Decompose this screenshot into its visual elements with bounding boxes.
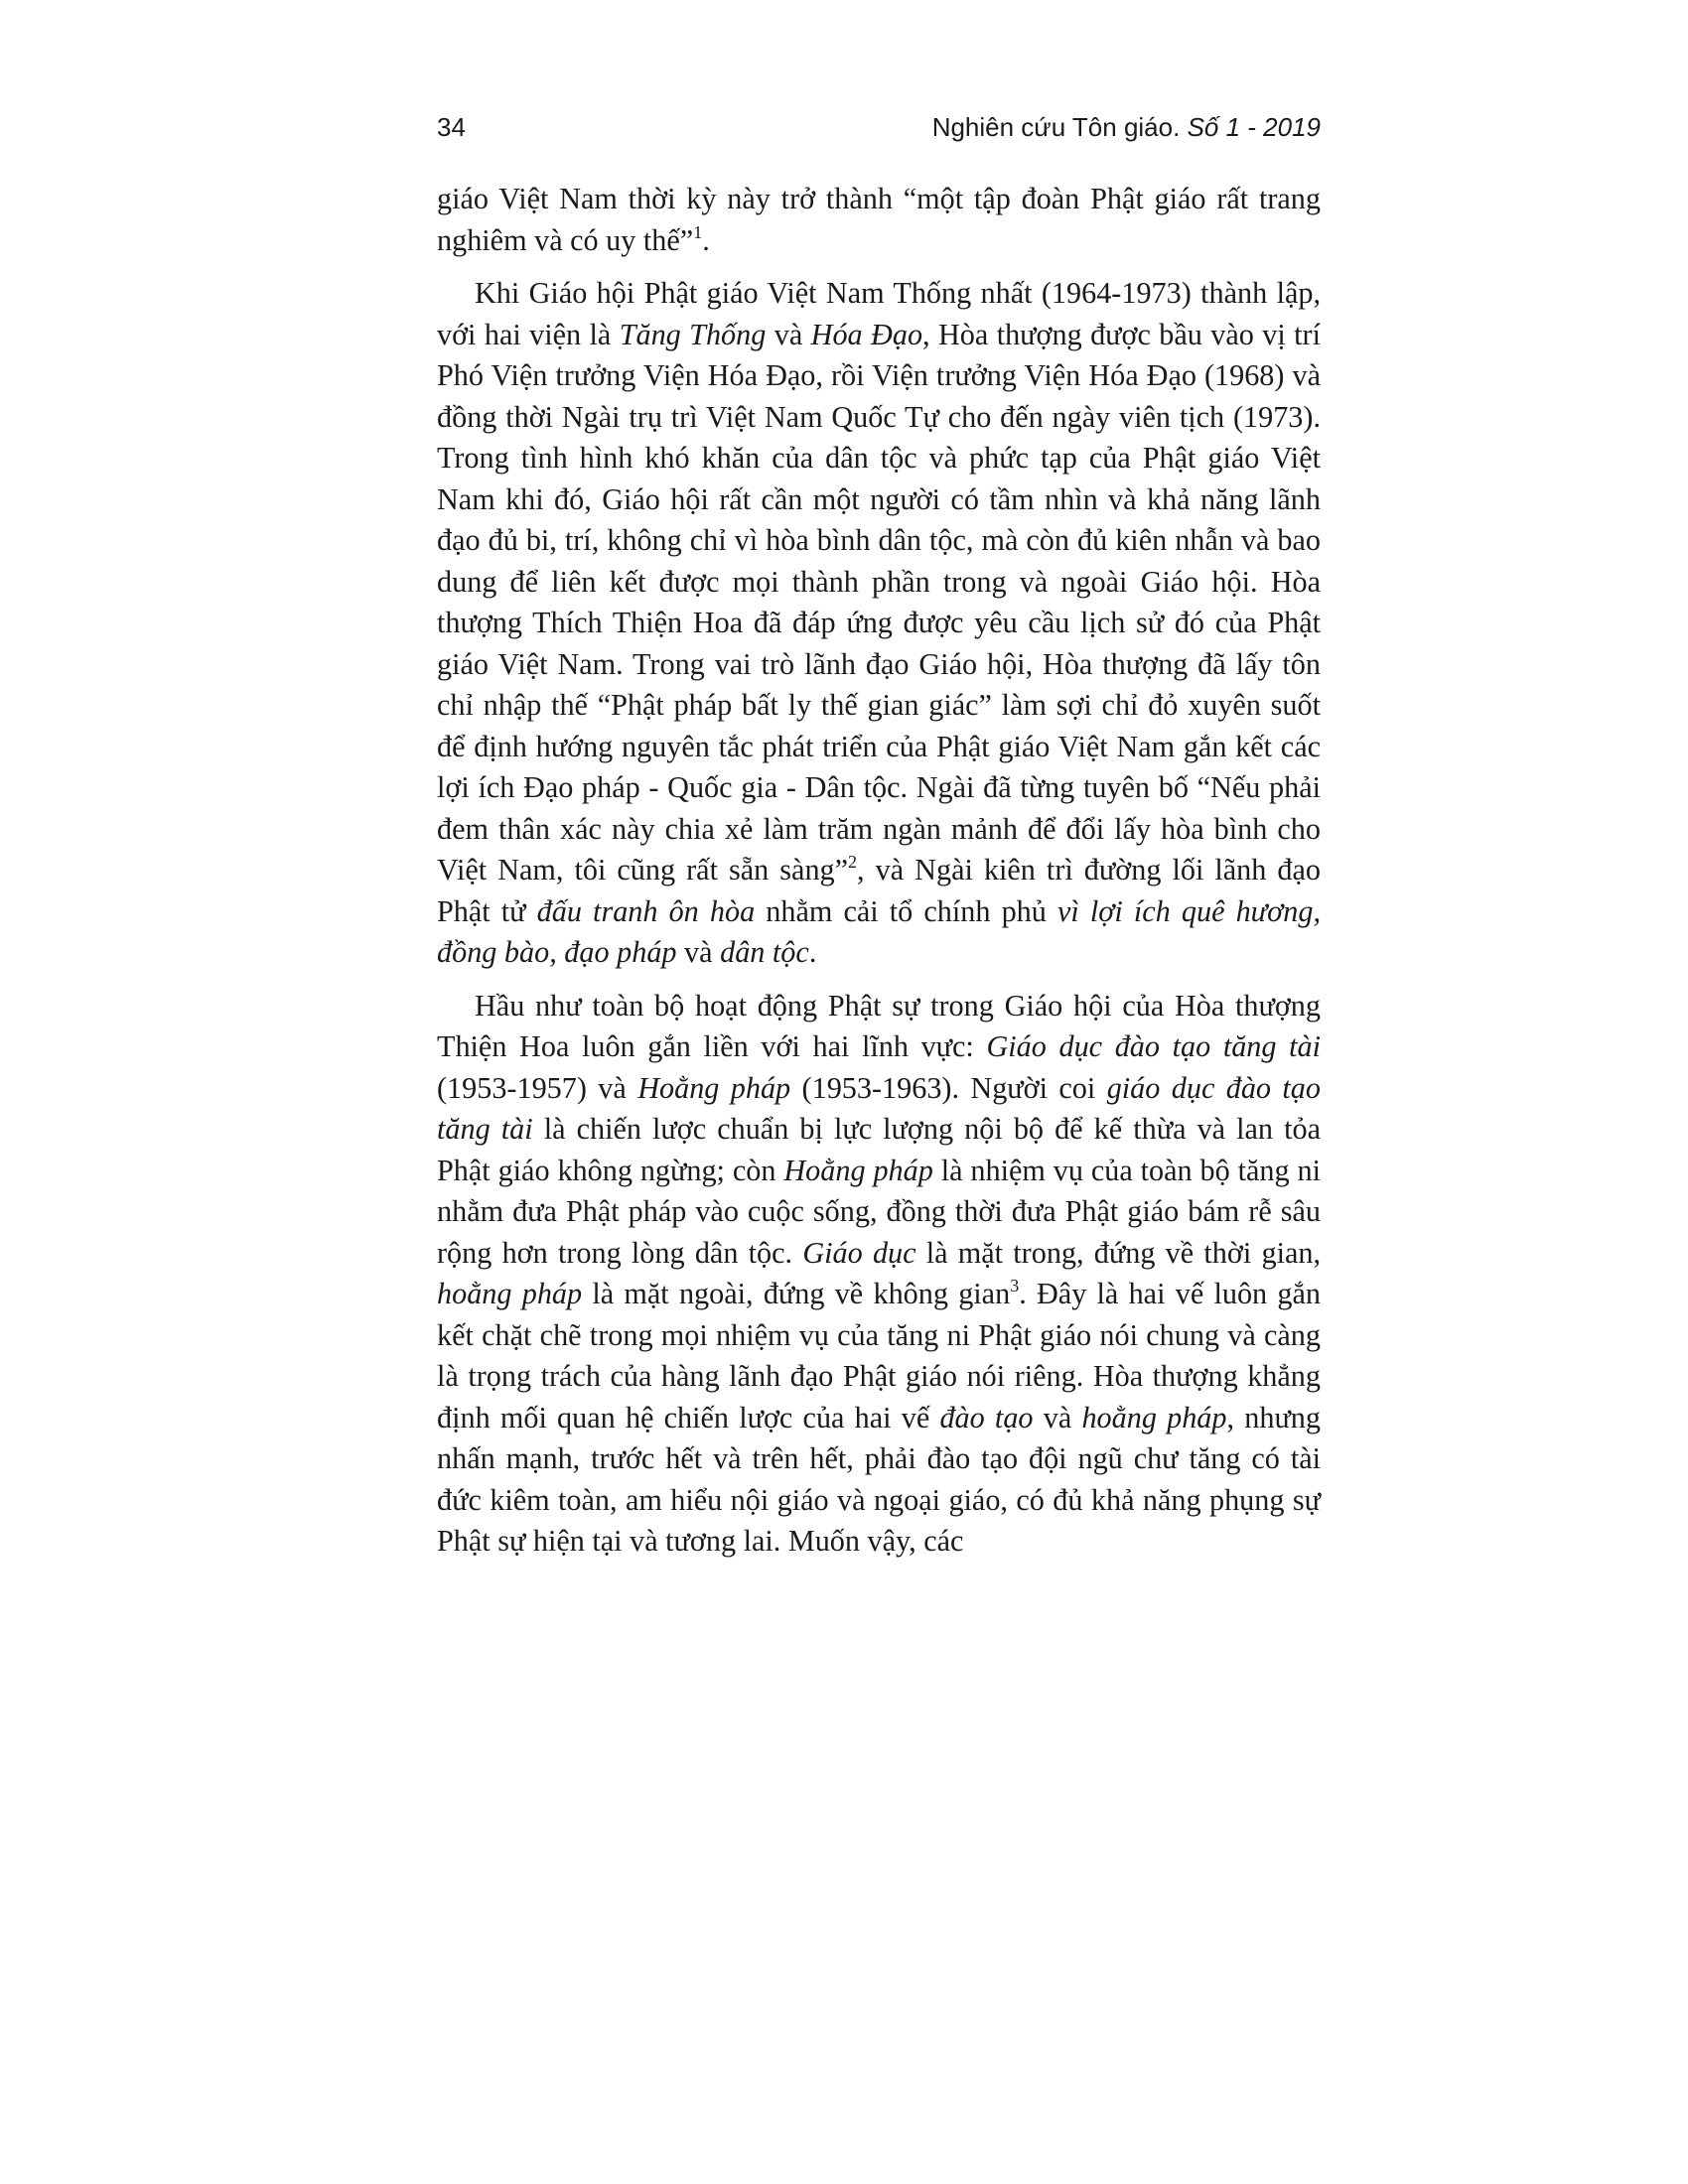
article-body [437,179,1321,1563]
italic-term: hoằng pháp [1081,1400,1227,1434]
text-run: là chiến lược chuẩn bị lực lượng nội bộ để kế thừa và lan tỏa Phật giáo không ngừng; còn [437,1112,1321,1187]
page-number: 34 [437,112,466,142]
italic-term: đào tạo [939,1400,1034,1434]
journal-name: Nghiên cứu Tôn giáo. [931,112,1181,142]
text-run: nhằm cải tổ chính phủ [755,893,1057,928]
paragraph-3 [437,986,1321,1563]
text-run: là nhiệm vụ của toàn bộ tăng ni nhằm đưa Phật pháp vào cuộc sống, đồng thời đưa Phật giáo bám rễ sâu rộng hơn trong lòng dân tộc. [437,1153,1322,1270]
text-run: (1953-1957) và [437,1070,638,1105]
text-run: (1953-1963). Người coi [790,1070,1107,1105]
text-run: . Đây là hai vế luôn gắn kết chặt chẽ trong mọi nhiệm vụ của tăng ni Phật giáo nói chung và càng là trọng trách của hàng lãnh đạo Phật giáo nói riêng. Hòa thượng khẳng định mối quan hệ chiến lược của hai vế [437,1277,1321,1434]
issue-label: Số 1 - 2019 [1187,112,1321,142]
paragraph-2 [437,273,1321,974]
italic-term: hoằng pháp [437,1277,583,1310]
page-header [437,107,1321,147]
running-head [932,107,1321,147]
italic-term: Tăng Thống [619,317,767,351]
text-run: Khi Giáo hội Phật giáo Việt Nam Thống nhất (1964-1973) thành lập, với hai viện là [437,276,1321,351]
text-run: và [1033,1400,1082,1434]
text-run: giáo Việt Nam thời kỳ này trở thành “một tập đoàn Phật giáo rất trang nghiêm và có uy thế” [437,182,1321,257]
italic-term: Hoằng pháp [783,1153,933,1187]
italic-term: Hóa Đạo [810,317,923,351]
text-run: là mặt trong, đứng về thời gian, [915,1235,1322,1270]
text-run: và [766,317,811,351]
italic-term: Giáo dục đào tạo tăng tài [986,1029,1321,1063]
paragraph-1 [437,179,1321,261]
footnote-ref-1: 1 [693,221,703,242]
footnote-ref-3: 3 [1010,1276,1020,1296]
text-run: là mặt ngoài, đứng về không gian [582,1277,1011,1310]
text-run: . [702,222,710,257]
footnote-ref-2: 2 [848,852,858,872]
italic-term: dân tộc [720,935,809,969]
italic-term: Hoằng pháp [637,1070,791,1105]
text-run: Hầu như toàn bộ hoạt động Phật sự trong Giáo hội của Hòa thượng Thiện Hoa luôn gắn liền với hai lĩnh vực: [437,988,1321,1063]
italic-term: giáo dục đào tạo tăng tài [437,1070,1321,1146]
italic-term: vì lợi ích quê hương, đồng bào, đạo pháp [437,893,1321,969]
italic-term: Giáo dục [802,1235,916,1270]
italic-term: đấu tranh ôn hòa [536,893,756,928]
text-run: , và Ngài kiên trì đường lối lãnh đạo Phật tử [437,853,1321,928]
text-run: và [676,935,721,969]
text-run: , Hòa thượng được bầu vào vị trí Phó Viện trưởng Viện Hóa Đạo, rồi Viện trưởng Viện Hóa Đạo (1968) và đồng thời Ngài trụ trì Việt Nam Quốc Tự cho đến ngày viên tịch (1973). Trong tình hình khó khăn của dân tộc và phức tạp của Phật giáo Việt Nam khi đó, Giáo hội rất cần một người có tầm nhìn và khả năng lãnh đạo đủ bi, trí, không chỉ vì hòa bình dân tộc, mà còn đủ kiên nhẫn và bao dung để liên kết được mọi thành phần trong và ngoài Giáo hội. Hòa thượng Thích Thiện Hoa đã đáp ứng được yêu cầu lịch sử đó của Phật giáo Việt Nam. Trong vai trò lãnh đạo Giáo hội, Hòa thượng đã lấy tôn chỉ nhập thế “Phật pháp bất ly thế gian giác” làm sợi chỉ đỏ xuyên suốt để định hướng nguyên tắc phát triển của Phật giáo Việt Nam gắn kết các lợi ích Đạo pháp - Quốc gia - Dân tộc. Ngài đã từng tuyên bố “Nếu phải đem thân xác này chia xẻ làm trăm ngàn mảnh để đổi lấy hòa bình cho Việt Nam, tôi cũng rất sẵn sàng” [437,317,1321,887]
text-run: . [808,935,817,969]
text-run: , nhưng nhấn mạnh, trước hết và trên hết, phải đào tạo đội ngũ chư tăng có tài đức kiêm toàn, am hiểu nội giáo và ngoại giáo, có đủ khả năng phụng sự Phật sự hiện tại và tương lai. Muốn vậy, các [437,1400,1321,1558]
